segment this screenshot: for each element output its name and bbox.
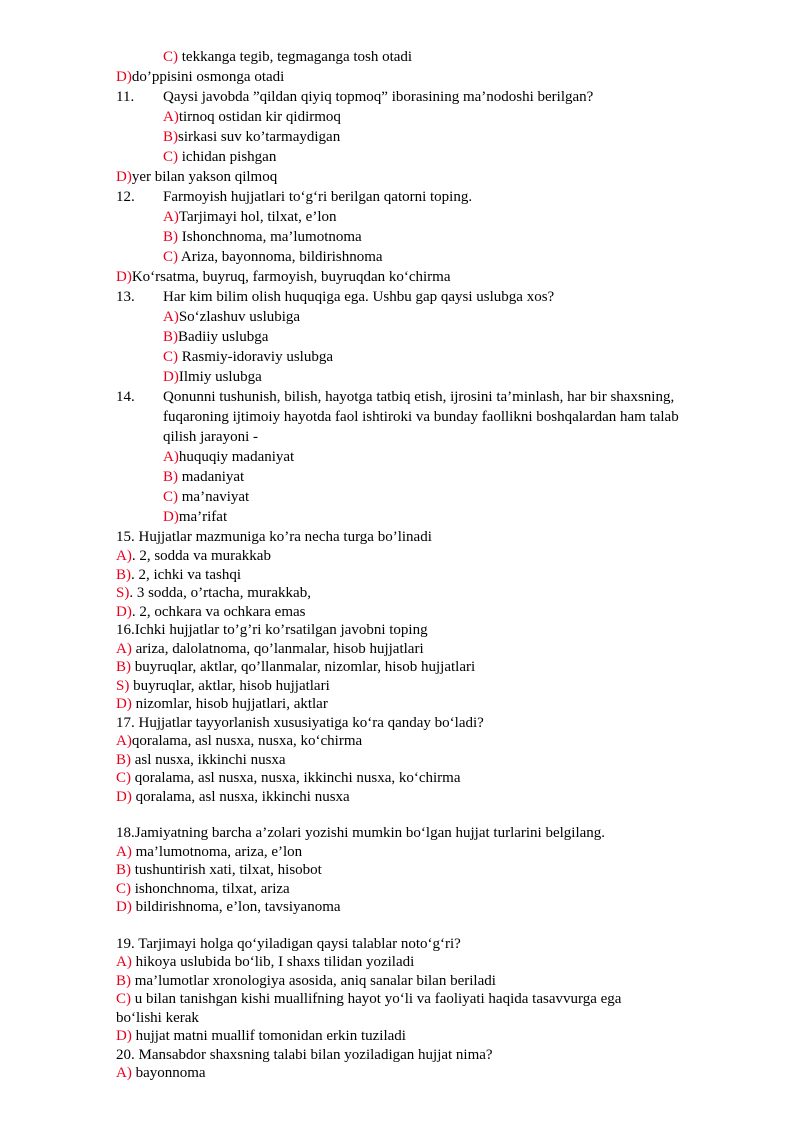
option-letter: A): [163, 309, 179, 325]
option-letter: B): [163, 329, 178, 345]
q18-option-a: [0, 843, 800, 862]
option-text: buyruqlar, aktlar, qo’llanmalar, nizomlar, hisob hujjatlari: [131, 659, 476, 675]
q13-option-c: [0, 347, 800, 367]
option-letter: B): [163, 469, 178, 485]
option-text: . 2, sodda va murakkab: [131, 548, 271, 564]
option-text: . 2, ochkara va ochkara emas: [131, 603, 306, 620]
option-text: asl nusxa, ikkinchi nusxa: [131, 751, 286, 768]
q18-question: [0, 824, 800, 843]
option-text: bayonnoma: [131, 1065, 206, 1081]
question-text: Qaysi javobda ”qildan qiyiq topmoq” iborasining ma’nodoshi berilgan?: [163, 89, 594, 105]
question-text: fuqaroning ijtimoiy hayotda faol ishtiroki va bunday faollikni boshqalardan ham talab: [163, 409, 679, 425]
option-text: ma’lumotlar xronologiya asosida, aniq sanalar bilan beriladi: [131, 972, 496, 989]
option-text: do’ppisini osmonga otadi: [131, 69, 285, 85]
option-text: u bilan tanishgan kishi muallifning hayot yo‘li va faoliyati haqida tasavvurga ega: [131, 991, 622, 1007]
option-text: ma’naviyat: [178, 489, 250, 505]
option-text: qoralama, asl nusxa, nusxa, ko‘chirma: [131, 733, 363, 749]
q19-question: [0, 935, 800, 954]
question-text: 16.Ichki hujjatlar to’g’ri ko’rsatilgan javobni toping: [116, 622, 428, 638]
q14-option-c: [0, 487, 800, 507]
q16-option-c: [0, 677, 800, 696]
q20-question: [0, 1046, 800, 1065]
q12-option-c: [0, 247, 800, 267]
q13-option-d: [0, 367, 800, 387]
option-letter: S): [116, 585, 130, 601]
option-text: sirkasi suv ko’tarmaydigan: [178, 129, 341, 145]
option-letter: A): [116, 640, 132, 657]
option-text: nizomlar, hisob hujjatlari, aktlar: [131, 696, 328, 712]
option-letter: C): [163, 49, 178, 65]
option-letter: B): [116, 972, 131, 989]
option-text: Tarjimayi hol, tilxat, e’lon: [178, 209, 337, 225]
q17-option-b: [0, 751, 800, 770]
option-letter: A): [116, 733, 132, 749]
option-letter: A): [163, 449, 179, 465]
q19-option-c: [0, 990, 800, 1009]
option-letter: D): [116, 603, 132, 620]
option-text: Ariza, bayonnoma, bildirishnoma: [178, 249, 383, 265]
option-letter: B): [163, 229, 178, 245]
option-letter: B): [116, 751, 131, 768]
q15-option-c: [0, 584, 800, 603]
q14-option-b: [0, 467, 800, 487]
option-text: hujjat matni muallif tomonidan erkin tuziladi: [131, 1028, 406, 1044]
q17-option-a: [0, 732, 800, 751]
option-text: . 2, ichki va tashqi: [131, 566, 241, 583]
question-number: 14.: [116, 389, 135, 405]
option-letter: A): [163, 209, 179, 225]
question-text: 20. Mansabdor shaxsning talabi bilan yoziladigan hujjat nima?: [116, 1046, 493, 1063]
question-text: qilish jarayoni -: [163, 429, 258, 445]
option-letter: C): [163, 149, 178, 165]
q17-option-c: [0, 769, 800, 788]
question-text: 19. Tarjimayi holga qo‘yiladigan qaysi talablar noto‘g‘ri?: [116, 935, 461, 952]
option-text: So‘zlashuv uslubiga: [178, 309, 301, 325]
option-letter: A): [116, 954, 132, 970]
option-letter: C): [116, 991, 131, 1007]
q11-option-c: [0, 147, 800, 167]
option-letter: D): [116, 69, 132, 85]
option-text: tekkanga tegib, tegmaganga tosh otadi: [178, 49, 413, 65]
option-text: buyruqlar, aktlar, hisob hujjatlari: [129, 677, 330, 694]
q12-option-a: [0, 207, 800, 227]
document-page: [0, 47, 800, 1083]
q15-option-d: [0, 603, 800, 622]
option-text: bildirishnoma, e’lon, tavsiyanoma: [131, 899, 341, 915]
option-letter: D): [116, 899, 132, 915]
option-letter: D): [116, 269, 132, 285]
option-text: bo‘lishi kerak: [116, 1009, 199, 1026]
q16-question: [0, 621, 800, 640]
question-text: 17. Hujjatlar tayyorlanish xususiyatiga ko‘ra qanday bo‘ladi?: [116, 714, 484, 731]
q14-question-line-2: [0, 407, 800, 427]
q20-option-a: [0, 1064, 800, 1083]
option-text: tirnoq ostidan kir qidirmoq: [178, 109, 341, 125]
q15-question: [0, 527, 800, 547]
q13-option-a: [0, 307, 800, 327]
option-letter: A): [116, 1065, 132, 1081]
q14-question-line-3: [0, 427, 800, 447]
option-text: yer bilan yakson qilmoq: [131, 169, 278, 185]
option-text: ichidan pishgan: [178, 149, 277, 165]
q11-option-d: [0, 167, 800, 187]
q14-question-line-1: [0, 387, 800, 407]
option-text: Ilmiy uslubga: [178, 369, 262, 385]
question-number: 13.: [116, 289, 135, 305]
q17-option-d: [0, 788, 800, 807]
question-number: 12.: [116, 189, 135, 205]
q12-option-b: [0, 227, 800, 247]
option-letter: S): [116, 677, 130, 694]
q13-question: [0, 287, 800, 307]
option-letter: B): [116, 566, 131, 583]
q10-option-d: [0, 67, 800, 87]
option-letter: A): [116, 548, 132, 564]
option-letter: C): [116, 770, 131, 786]
option-text: qoralama, asl nusxa, ikkinchi nusxa: [131, 788, 350, 805]
option-text: hikoya uslubida bo‘lib, I shaxs tilidan yoziladi: [131, 954, 415, 970]
q15-option-b: [0, 566, 800, 585]
option-text: madaniyat: [178, 469, 245, 485]
option-text: huquqiy madaniyat: [178, 449, 295, 465]
option-letter: D): [116, 169, 132, 185]
q10-option-c: [0, 47, 800, 67]
q19-option-a: [0, 953, 800, 972]
option-text: ma’rifat: [178, 509, 228, 525]
option-text: Badiiy uslubga: [178, 329, 269, 345]
option-letter: D): [116, 788, 132, 805]
option-letter: C): [116, 880, 131, 897]
option-letter: C): [163, 349, 178, 365]
option-letter: C): [163, 489, 178, 505]
option-letter: A): [116, 843, 132, 860]
option-letter: A): [163, 109, 179, 125]
option-letter: D): [116, 696, 132, 712]
q19-option-b: [0, 972, 800, 991]
q11-option-b: [0, 127, 800, 147]
q18-option-c: [0, 880, 800, 899]
question-text: Farmoyish hujjatlari to‘g‘ri berilgan qatorni toping.: [163, 189, 473, 205]
question-text: Har kim bilim olish huquqiga ega. Ushbu gap qaysi uslubga xos?: [163, 289, 555, 305]
option-letter: D): [163, 369, 179, 385]
q13-option-b: [0, 327, 800, 347]
q16-option-a: [0, 640, 800, 659]
q19-option-c-continued: [0, 1009, 800, 1028]
q12-question: [0, 187, 800, 207]
q15-option-a: [0, 547, 800, 566]
option-letter: D): [163, 509, 179, 525]
option-letter: B): [116, 862, 131, 878]
option-letter: C): [163, 249, 178, 265]
q17-question: [0, 714, 800, 733]
option-letter: B): [163, 129, 178, 145]
option-letter: D): [116, 1028, 132, 1044]
q16-option-d: [0, 695, 800, 714]
q16-option-b: [0, 658, 800, 677]
question-text: 15. Hujjatlar mazmuniga ko’ra necha turga bo’linadi: [116, 529, 432, 545]
option-text: ma’lumotnoma, ariza, e’lon: [131, 843, 303, 860]
question-number: 11.: [116, 89, 135, 105]
question-text: Qonunni tushunish, bilish, hayotga tatbiq etish, ijrosini ta’minlash, har bir shaxsning,: [163, 389, 675, 405]
option-text: . 3 sodda, o’rtacha, murakkab,: [129, 585, 311, 601]
q11-option-a: [0, 107, 800, 127]
option-text: ishonchnoma, tilxat, ariza: [131, 880, 290, 897]
q14-option-a: [0, 447, 800, 467]
option-letter: B): [116, 659, 131, 675]
option-text: qoralama, asl nusxa, nusxa, ikkinchi nusxa, ko‘chirma: [131, 770, 461, 786]
q18-option-b: [0, 861, 800, 880]
q12-option-d: [0, 267, 800, 287]
option-text: tushuntirish xati, tilxat, hisobot: [131, 862, 322, 878]
option-text: Rasmiy-idoraviy uslubga: [178, 349, 333, 365]
q14-option-d: [0, 507, 800, 527]
option-text: ariza, dalolatnoma, qo’lanmalar, hisob hujjatlari: [131, 640, 424, 657]
q11-question: [0, 87, 800, 107]
option-text: Ko‘rsatma, buyruq, farmoyish, buyruqdan ko‘chirma: [131, 269, 451, 285]
option-text: Ishonchnoma, ma’lumotnoma: [178, 229, 362, 245]
q18-option-d: [0, 898, 800, 917]
question-text: 18.Jamiyatning barcha a’zolari yozishi mumkin bo‘lgan hujjat turlarini belgilang.: [116, 825, 606, 841]
q19-option-d: [0, 1027, 800, 1046]
